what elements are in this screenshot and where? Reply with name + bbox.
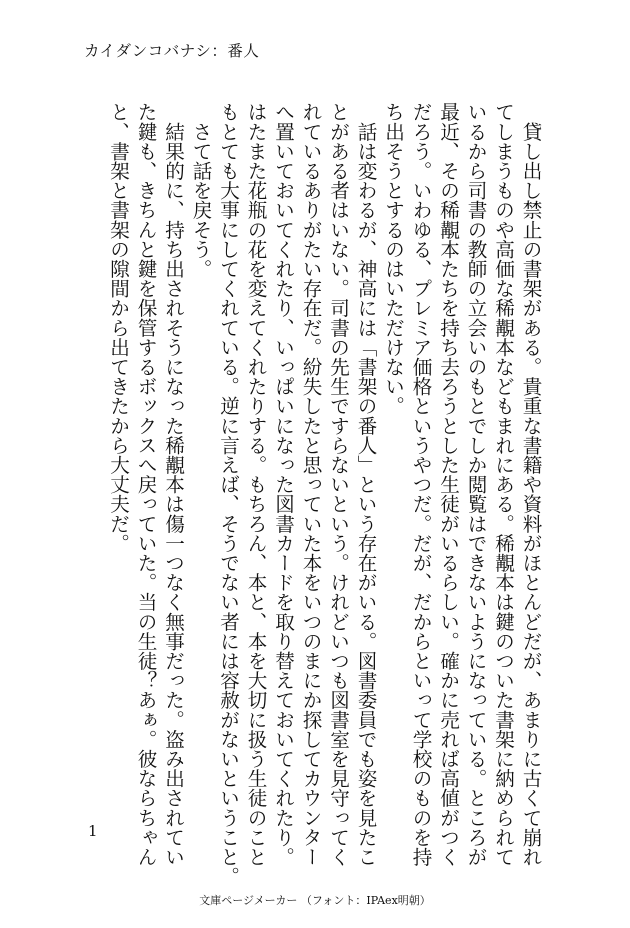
page-header-title: カイダンコバナシ：番人 — [84, 42, 260, 60]
text-line: さて話を戻そう。 — [189, 102, 212, 279]
text-line: てしまうものや高価な稀覯本などもまれにある。稀覯本は鍵のついた書架に納められて — [491, 102, 515, 867]
page-number: 1 — [88, 822, 98, 840]
text-line: れているありがたい存在だ。紛失したと思っていた本をいつのまにか探してカウンター — [299, 102, 322, 867]
text-line: 話は変わるが、神高には「書架の番人」という存在がいる。図書委員でも姿を見たこ — [354, 102, 377, 867]
text-line: もとても大事にしてくれている。逆に言えば、そうでない者には容赦がないということ。 — [216, 102, 240, 886]
text-line: いるから司書の教師の立会いのもとでしか閲覧はできないようになっている。ところが — [464, 102, 487, 867]
text-line: はたまた花瓶の花を変えてくれたりする。もちろん、本と、本を大切に扱う生徒のこと — [244, 102, 267, 867]
text-line: へ置いておいてくれたり、いっぱいになった図書カードを取り替えておいてくれたり。 — [271, 102, 295, 867]
text-line: ち出そうとするのはいただけない。 — [381, 102, 405, 416]
text-line: とがある者はいない。司書の先生ですらないという。けれどいつも図書室を見守ってく — [326, 102, 350, 867]
text-line: 最近、その稀覯本たちを持ち去ろうとした生徒がいるらしい。確かに売れば高値がつく — [436, 102, 460, 867]
vertical-body-text — [104, 102, 544, 886]
text-line: た鍵も、きちんと鍵を保管するボックスへ戻っていた。当の生徒？あぁ。彼ならちゃん — [134, 102, 157, 867]
text-line: だろう。いわゆる、プレミア価格というやつだ。だが、だからといって学校のものを持 — [409, 102, 432, 867]
text-line: 貸し出し禁止の書架がある。貴重な書籍や資料がほとんどだが、あまりに古くて崩れ — [519, 102, 542, 867]
footer-credit: 文庫ページメーカー （フォント：IPAex明朝） — [199, 894, 431, 907]
text-line: と、書架と書架の隙間から出てきたから大丈夫だ。 — [106, 102, 130, 553]
text-line: 結果的に、持ち出されそうになった稀覯本は傷一つなく無事だった。盗み出されてい — [161, 102, 185, 867]
